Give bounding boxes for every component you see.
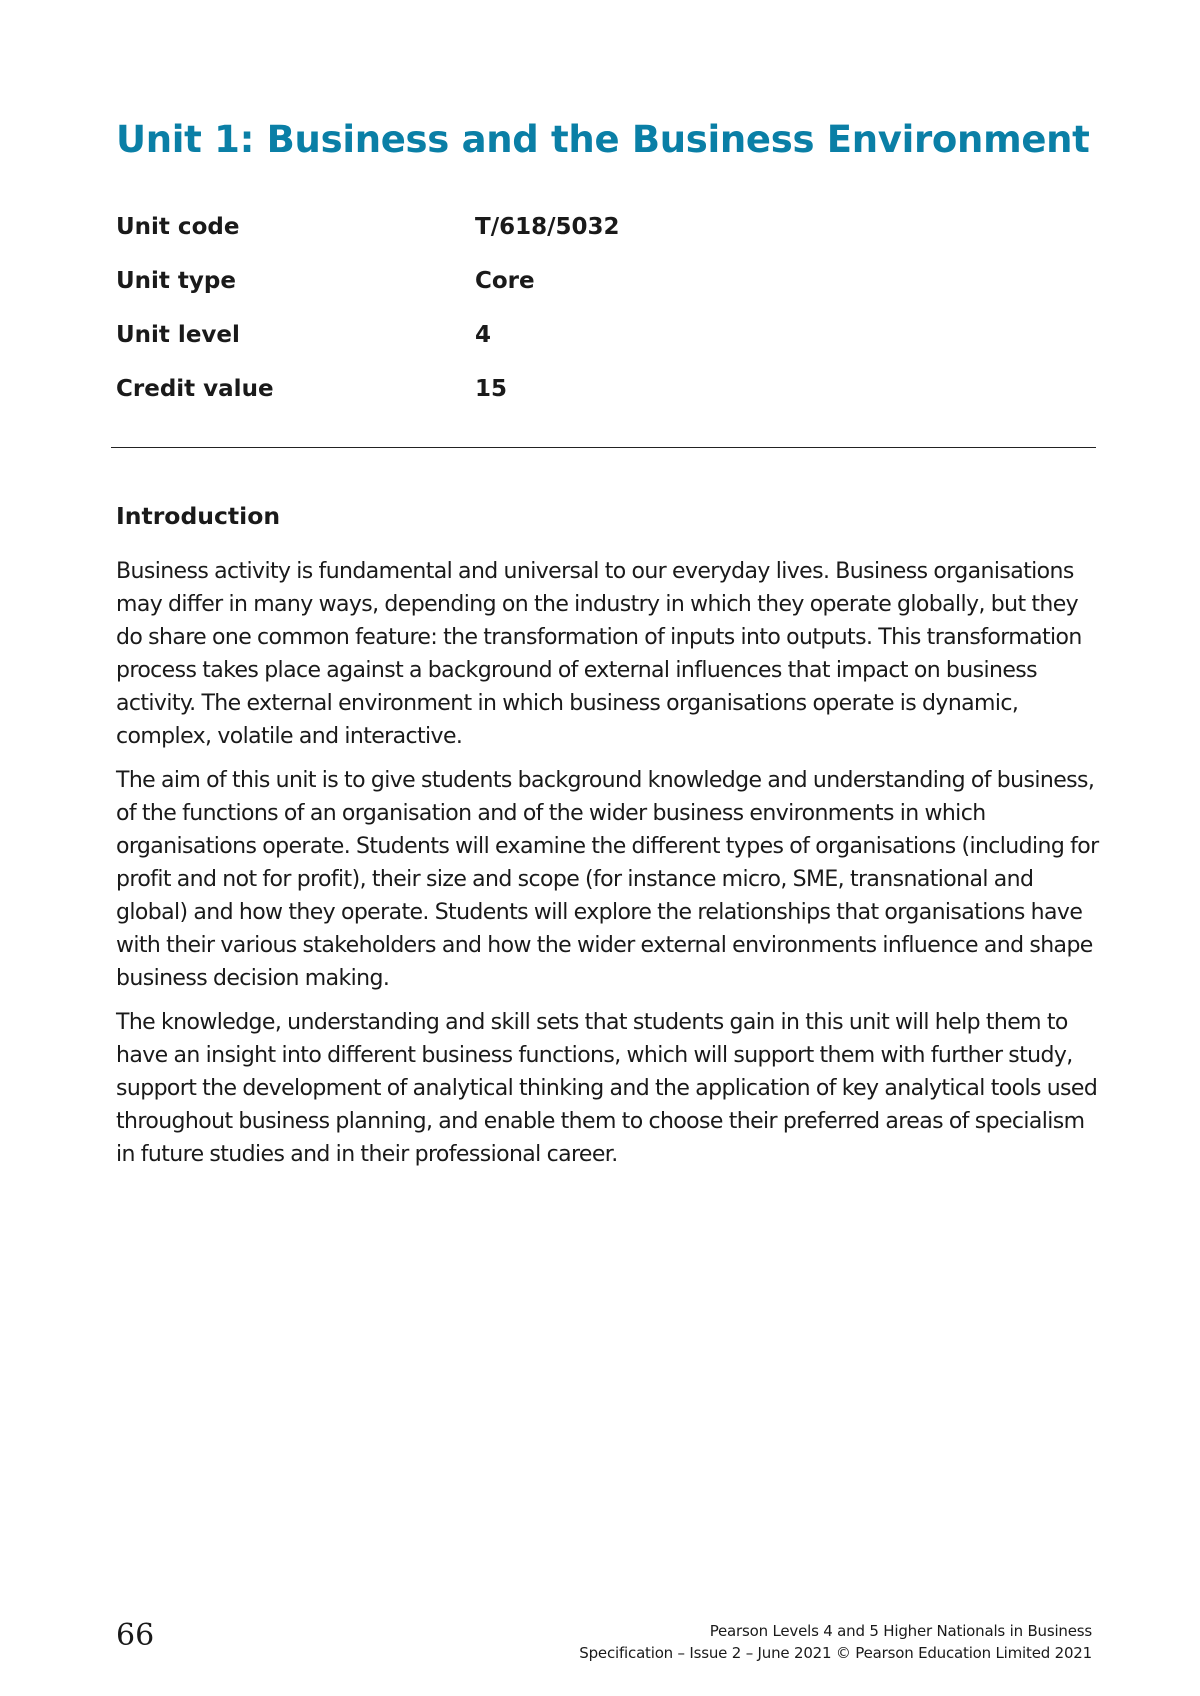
introduction-body [116,555,1102,1182]
page-number: 66 [116,1618,155,1653]
unit-type-row [116,268,1016,322]
introduction-paragraph-3: The knowledge, understanding and skill sets that students gain in this unit will help them to have an insight into different business functions, which will support them with further study, support the development of analytical thinking and the application of key analytical tools used throughout business planning, and enable them to choose their preferred areas of specialism in future studies and in their professional career. [116,1010,1098,1167]
introduction-paragraph-2: The aim of this unit is to give students background knowledge and understanding of business, of the functions of an organisation and of the wider business environments in which organisations operate. Students will examine the different types of organisations (including for profit and not for profit), their size and scope (for instance micro, SME, transnational and global) and how they operate. Students will explore the relationships that organisations have with their various stakeholders and how the wider external environments influence and shape business decision making. [116,768,1099,991]
unit-type-value: Core [475,268,535,294]
unit-level-label: Unit level [116,322,240,348]
credit-value-value: 15 [475,376,508,402]
unit-code-value: T/618/5032 [475,214,620,240]
introduction-heading: Introduction [116,502,281,530]
unit-level-row [116,322,1016,376]
page-title: Unit 1: Business and the Business Environment [116,118,1090,161]
footer-copyright: Specification – Issue 2 – June 2021 © Pearson Education Limited 2021 [579,1644,1092,1662]
unit-type-label: Unit type [116,268,236,294]
credit-value-label: Credit value [116,376,274,402]
unit-code-label: Unit code [116,214,240,240]
introduction-paragraph-1: Business activity is fundamental and universal to our everyday lives. Business organisations may differ in many ways, depending on the industry in which they operate globally, but they do share one common feature: the transformation of inputs into outputs. This transformation process takes place against a background of external influences that impact on business activity. The external environment in which business organisations operate is dynamic, complex, volatile and interactive. [116,559,1082,749]
unit-level-value: 4 [475,322,492,348]
credit-value-row [116,376,1016,430]
footer-publication-title: Pearson Levels 4 and 5 Higher Nationals in Business [709,1622,1092,1640]
section-divider [111,447,1096,448]
page-footer [579,1620,1092,1664]
unit-info-table [116,214,1016,430]
unit-code-row [116,214,1016,268]
